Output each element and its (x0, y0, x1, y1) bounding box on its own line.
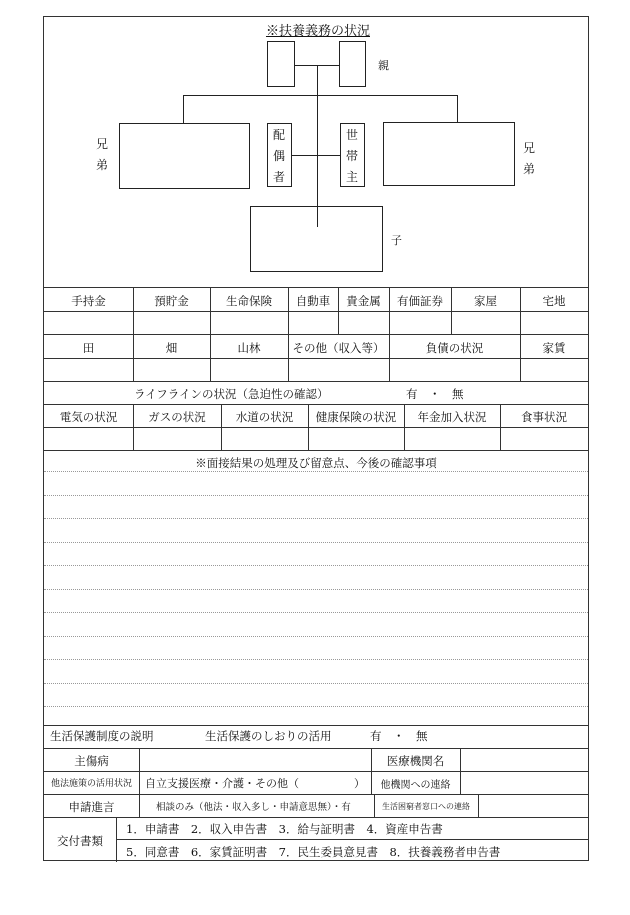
medical-institution-field[interactable] (461, 749, 587, 771)
head-char-3: 主 (345, 170, 358, 184)
lifeline-health-insurance: 健康保険の状況 (315, 410, 397, 424)
asset-rent: 家賃 (542, 341, 566, 355)
medical-institution-label: 医療機関名 (386, 754, 445, 768)
other-agency-field[interactable] (461, 772, 587, 794)
progress-label: 申請進言 (68, 800, 115, 814)
lifeline-meals: 食事状況 (521, 410, 567, 424)
interview-heading: ※面接結果の処理及び留意点、今後の確認事項 (195, 456, 437, 470)
asset-forest: 山林 (237, 341, 261, 355)
sibling-box-right[interactable] (383, 122, 515, 186)
lifeline-gas: ガスの状況 (148, 410, 206, 424)
asset-cash: 手持金 (71, 294, 106, 308)
asset-life-insurance: 生命保険 (226, 294, 272, 308)
head-char-2: 帯 (345, 149, 358, 163)
lifeline-electric: 電気の状況 (59, 410, 118, 424)
lifeline-water: 水道の状況 (235, 410, 294, 424)
booklet-options[interactable]: 有 ・ 無 (370, 729, 428, 743)
livelihood-field[interactable] (479, 795, 587, 817)
main-illness-label: 主傷病 (74, 754, 109, 768)
sibling-left-char-1: 兄 (95, 137, 108, 151)
asset-savings: 預貯金 (154, 294, 189, 308)
sibling-right-char-2: 弟 (522, 162, 535, 176)
asset-field: 畑 (165, 341, 178, 355)
sibling-left-char-2: 弟 (95, 158, 108, 172)
asset-other-income: その他（収入等） (292, 341, 385, 355)
docs-row-1[interactable]: 1．申請書 2．収入申告書 3．給与証明書 4．資産申告書 (126, 822, 443, 836)
spouse-char-1: 配 (272, 128, 285, 142)
child-box[interactable] (250, 206, 383, 272)
spouse-char-2: 偶 (272, 149, 285, 163)
other-law-label: 他法施策の活用状況 (50, 779, 132, 789)
parents-label: 親 (378, 59, 389, 72)
docs-row-2[interactable]: 5．同意書 6．家賃証明書 7．民生委員意見書 8．扶養義務者申告書 (126, 845, 501, 859)
child-label: 子 (391, 234, 402, 247)
parent-box-right[interactable] (339, 41, 366, 87)
progress-value[interactable]: 相談のみ（他法・収入多し・申請意思無）・有 (156, 802, 351, 813)
head-char-1: 世 (345, 128, 358, 142)
docs-label: 交付書類 (57, 834, 103, 848)
section-title: ※扶養義務の状況 (265, 24, 370, 39)
lifeline-options[interactable]: 有 ・ 無 (406, 387, 464, 401)
lifeline-label: ライフラインの状況（急迫性の確認） (134, 387, 329, 401)
spouse-char-3: 者 (272, 170, 285, 184)
sibling-box-left[interactable] (119, 123, 250, 189)
lifeline-pension: 年金加入状況 (417, 410, 487, 424)
parent-box-left[interactable] (267, 41, 295, 87)
asset-securities: 有価証券 (397, 294, 443, 308)
other-agency-label: 他機関への連絡 (380, 780, 451, 791)
booklet-label: 生活保護のしおりの活用 (205, 729, 332, 743)
asset-precious-metals: 貴金属 (346, 294, 381, 308)
livelihood-label: 生活困窮者窓口への連絡 (382, 802, 470, 811)
asset-car: 自動車 (295, 294, 331, 308)
system-explanation-label: 生活保護制度の説明 (50, 729, 154, 743)
main-illness-field[interactable] (140, 749, 370, 771)
asset-paddy: 田 (82, 341, 95, 355)
asset-debt: 負債の状況 (425, 341, 484, 355)
asset-house: 家屋 (474, 294, 497, 308)
asset-land: 宅地 (542, 294, 566, 308)
sibling-right-char-1: 兄 (522, 141, 535, 155)
form-frame (43, 16, 589, 861)
other-law-value[interactable]: 自立支援医療・介護・その他（ ） (145, 777, 365, 790)
